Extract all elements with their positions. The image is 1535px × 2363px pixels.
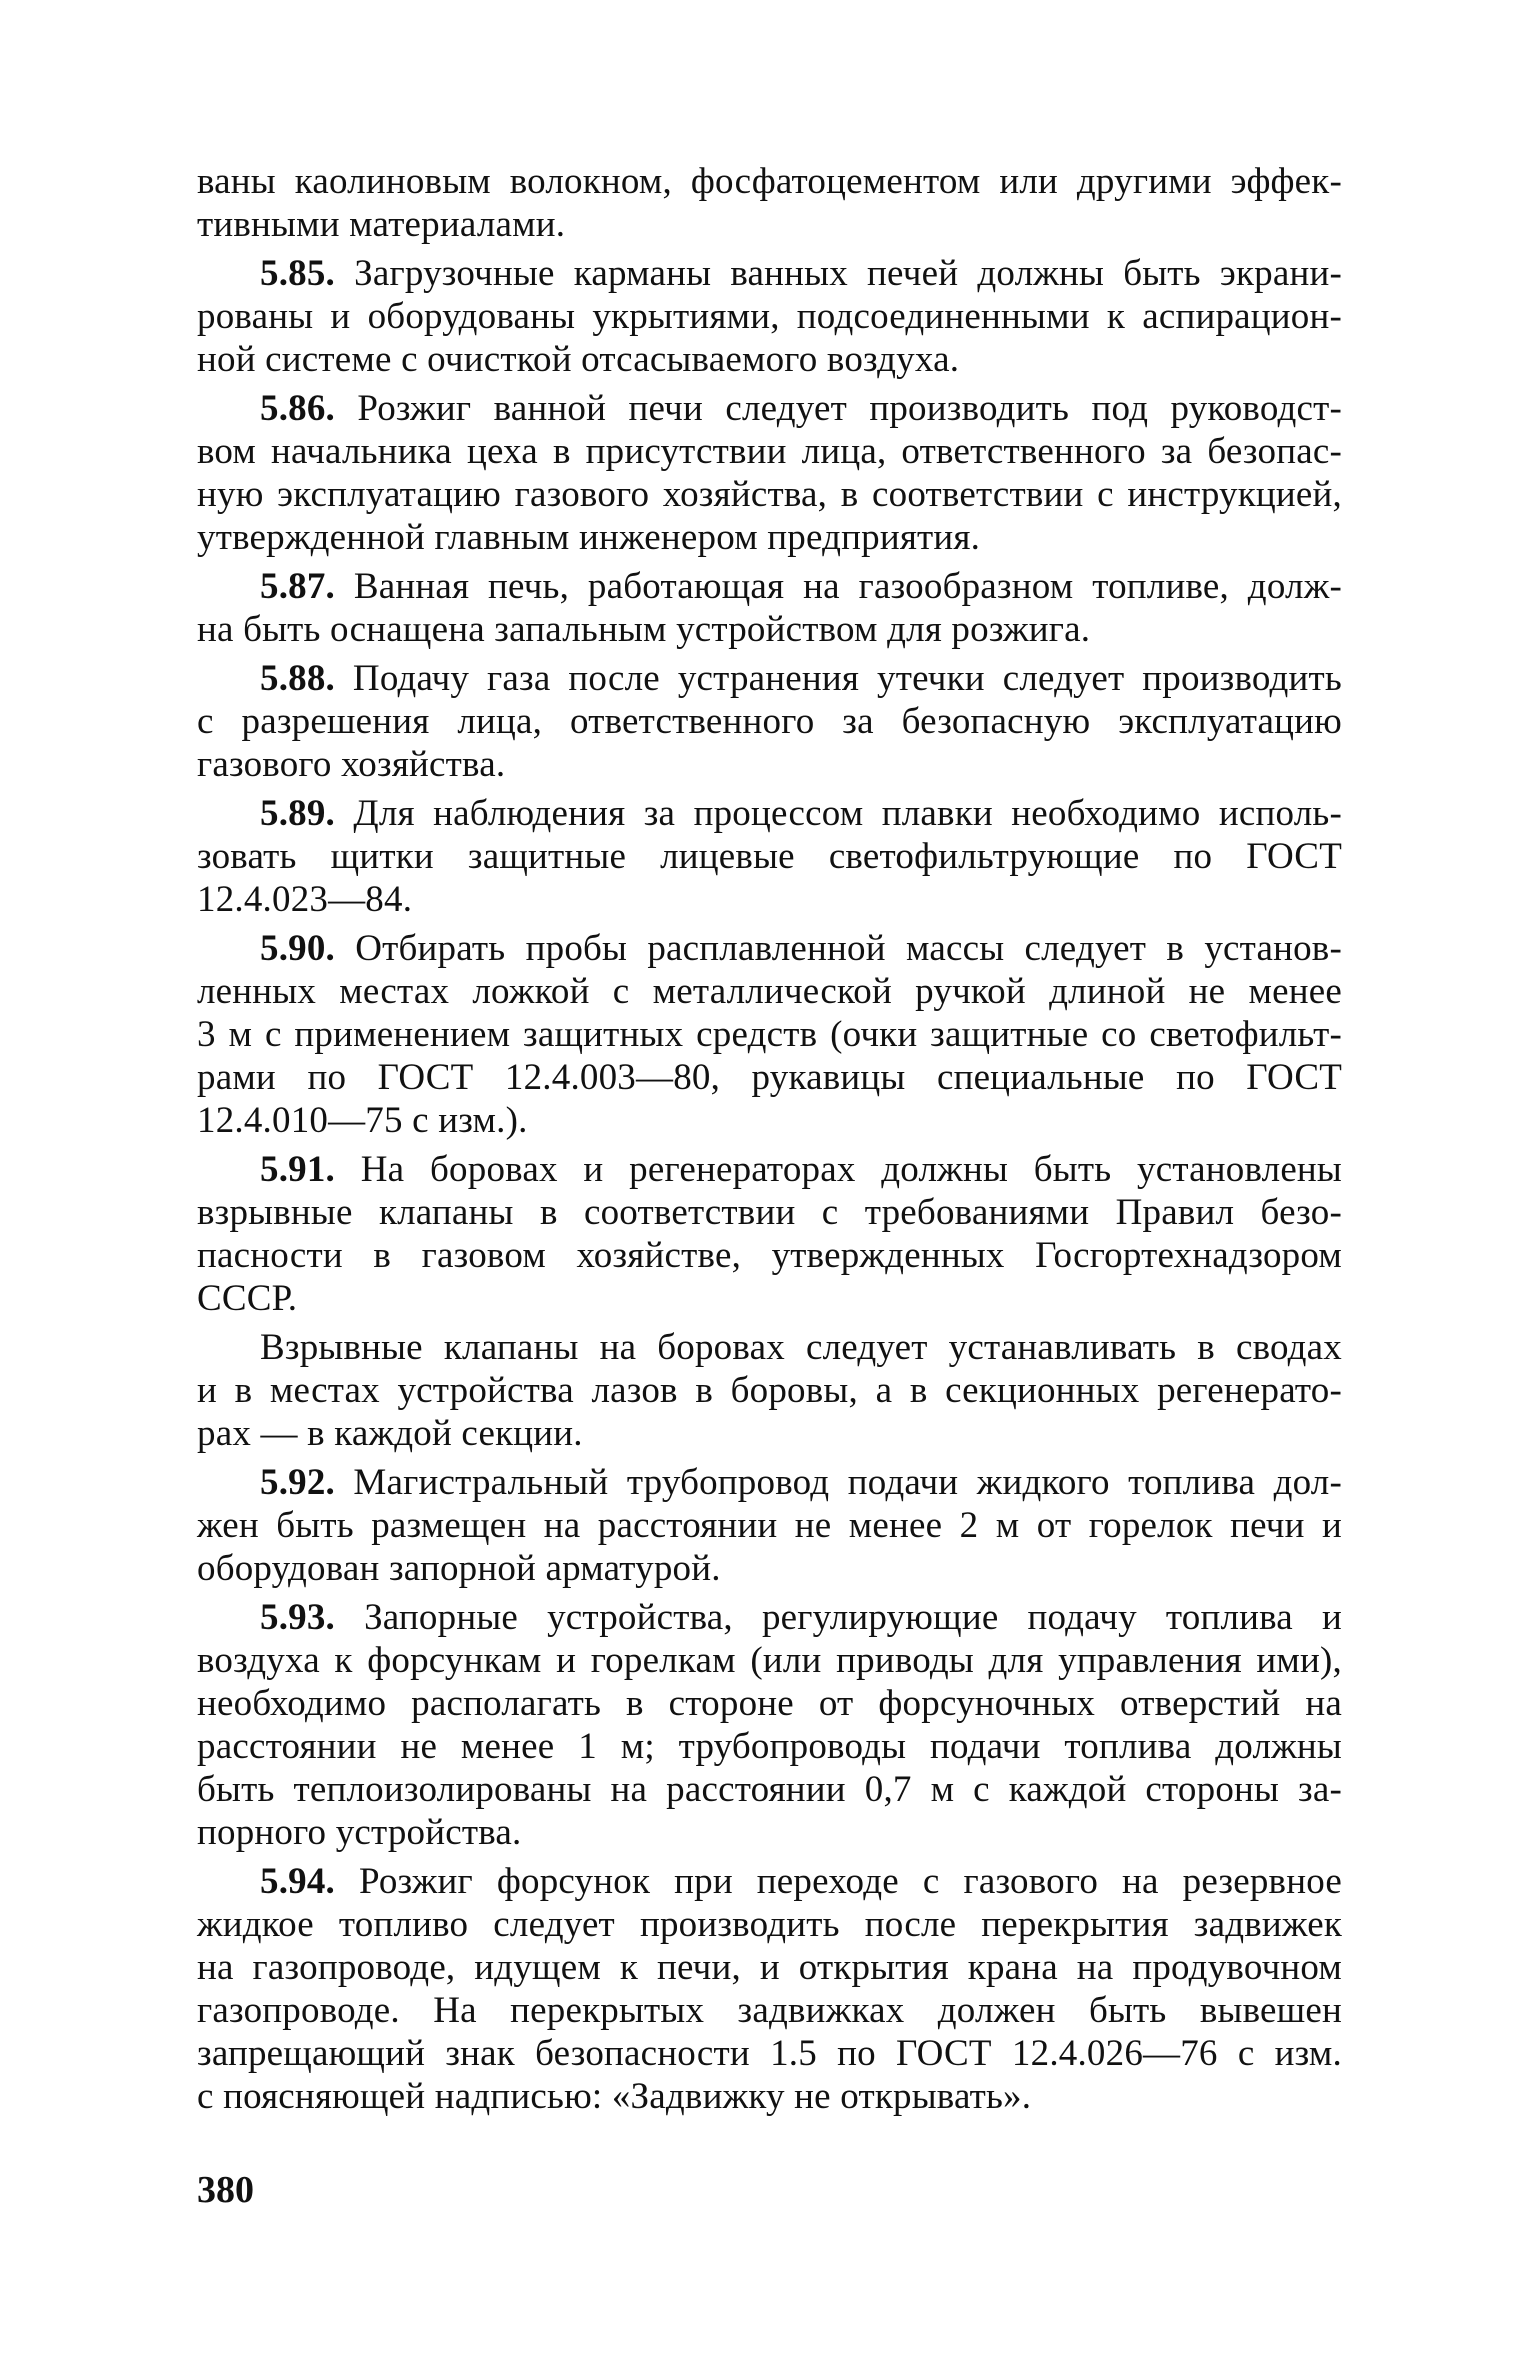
- line-text: пасности в газовом хозяйстве, утвержденных Госгортехнадзором: [197, 1235, 1342, 1276]
- line-text: вом начальника цеха в присутствии лица, ответственного за безопас-: [197, 431, 1342, 472]
- text-line: [197, 1639, 1342, 1682]
- line-text: утвержденной главным инженером предприятия.: [197, 517, 981, 558]
- document-body: [197, 160, 1342, 2124]
- text-line: [197, 835, 1342, 878]
- clause-5-92: [197, 1461, 1342, 1590]
- paragraph: [197, 160, 1342, 246]
- line-text: на газопроводе, идущем к печи, и открытия крана на продувочном: [197, 1947, 1342, 1988]
- line-text: Розжиг форсунок при переходе с газового на резервное: [335, 1861, 1342, 1902]
- line-text: на быть оснащена запальным устройством для розжига.: [197, 609, 1091, 650]
- text-line: [197, 1148, 1342, 1191]
- line-text: тивными материалами.: [197, 204, 566, 245]
- text-line: [197, 792, 1342, 835]
- text-line: [197, 1725, 1342, 1768]
- line-text: 12.4.023—84.: [197, 879, 413, 920]
- line-text: расстоянии не менее 1 м; трубопроводы подачи топлива должны: [197, 1726, 1342, 1767]
- line-text: и в местах устройства лазов в боровы, а в секционных регенерато-: [197, 1370, 1342, 1411]
- clause-number: 5.89.: [260, 793, 335, 834]
- text-line: [197, 1811, 1342, 1854]
- text-line: [197, 1191, 1342, 1234]
- text-line: [197, 1903, 1342, 1946]
- text-line: [197, 295, 1342, 338]
- line-text: Взрывные клапаны на боровах следует устанавливать в сводах: [260, 1327, 1342, 1368]
- clause-number: 5.92.: [260, 1462, 335, 1503]
- line-text: необходимо располагать в стороне от форсуночных отверстий на: [197, 1683, 1342, 1724]
- text-line: [197, 252, 1342, 295]
- line-text: СССР.: [197, 1278, 298, 1319]
- text-line: [197, 1596, 1342, 1639]
- text-line: [197, 1860, 1342, 1903]
- line-text: 3 м с применением защитных средств (очки защитные со светофильт-: [197, 1014, 1342, 1055]
- text-line: [197, 473, 1342, 516]
- line-text: порного устройства.: [197, 1812, 522, 1853]
- line-text: запрещающий знак безопасности 1.5 по ГОСТ 12.4.026—76 с изм.: [197, 2033, 1342, 2074]
- clause-number: 5.87.: [260, 566, 335, 607]
- clause-5-86: [197, 387, 1342, 559]
- line-text: Розжиг ванной печи следует производить под руководст-: [335, 388, 1342, 429]
- clause-number: 5.94.: [260, 1861, 335, 1902]
- text-line: [197, 1946, 1342, 1989]
- line-text: Запорные устройства, регулирующие подачу топлива и: [335, 1597, 1342, 1638]
- text-line: [197, 743, 1342, 786]
- text-line: [197, 1768, 1342, 1811]
- line-text: рованы и оборудованы укрытиями, подсоединенными к аспирацион-: [197, 296, 1342, 337]
- line-text: ваны каолиновым волокном, фосфатоцементом или другими эффек-: [197, 161, 1342, 202]
- text-line: [197, 516, 1342, 559]
- line-text: Подачу газа после устранения утечки следует производить: [335, 658, 1342, 699]
- line-text: с разрешения лица, ответственного за безопасную эксплуатацию: [197, 701, 1342, 742]
- line-text: Ванная печь, работающая на газообразном топливе, долж-: [335, 566, 1342, 607]
- clause-number: 5.88.: [260, 658, 335, 699]
- line-text: Загрузочные карманы ванных печей должны быть экрани-: [335, 253, 1342, 294]
- line-text: с поясняющей надписью: «Задвижку не открывать».: [197, 2076, 1032, 2117]
- clause-number: 5.91.: [260, 1149, 335, 1190]
- line-text: жидкое топливо следует производить после перекрытия задвижек: [197, 1904, 1342, 1945]
- text-line: [197, 2075, 1342, 2118]
- line-text: газопроводе. На перекрытых задвижках должен быть вывешен: [197, 1990, 1342, 2031]
- line-text: Магистральный трубопровод подачи жидкого топлива дол-: [335, 1462, 1342, 1503]
- text-line: [197, 1277, 1342, 1320]
- line-text: газового хозяйства.: [197, 744, 506, 785]
- clause-5-85: [197, 252, 1342, 381]
- clause-5-90: [197, 927, 1342, 1142]
- line-text: жен быть размещен на расстоянии не менее 2 м от горелок печи и: [197, 1505, 1342, 1546]
- line-text: взрывные клапаны в соответствии с требованиями Правил безо-: [197, 1192, 1342, 1233]
- text-line: [197, 565, 1342, 608]
- text-line: [197, 927, 1342, 970]
- text-line: [197, 430, 1342, 473]
- clause-5-94: [197, 1860, 1342, 2118]
- text-line: [197, 608, 1342, 651]
- line-text: оборудован запорной арматурой.: [197, 1548, 721, 1589]
- clause-5-89: [197, 792, 1342, 921]
- line-text: быть теплоизолированы на расстоянии 0,7 м с каждой стороны за-: [197, 1769, 1342, 1810]
- clause-5-87: [197, 565, 1342, 651]
- clause-number: 5.86.: [260, 388, 335, 429]
- line-text: зовать щитки защитные лицевые светофильтрующие по ГОСТ: [197, 836, 1342, 877]
- text-line: [197, 338, 1342, 381]
- text-line: [197, 1504, 1342, 1547]
- clause-number: 5.90.: [260, 928, 335, 969]
- text-line: [197, 657, 1342, 700]
- text-line: [197, 1369, 1342, 1412]
- line-text: Для наблюдения за процессом плавки необходимо исполь-: [335, 793, 1342, 834]
- line-text: ную эксплуатацию газового хозяйства, в соответствии с инструкцией,: [197, 474, 1342, 515]
- text-line: [197, 1013, 1342, 1056]
- text-line: [197, 1461, 1342, 1504]
- clause-number: 5.85.: [260, 253, 335, 294]
- text-line: [197, 1099, 1342, 1142]
- page-number: 380: [197, 2169, 254, 2211]
- text-line: [197, 1547, 1342, 1590]
- text-line: [197, 1326, 1342, 1369]
- clause-5-91: [197, 1148, 1342, 1320]
- text-line: [197, 878, 1342, 921]
- text-line: [197, 1234, 1342, 1277]
- text-line: [197, 970, 1342, 1013]
- text-line: [197, 160, 1342, 203]
- text-line: [197, 700, 1342, 743]
- line-text: рами по ГОСТ 12.4.003—80, рукавицы специальные по ГОСТ: [197, 1057, 1342, 1098]
- clause-5-93: [197, 1596, 1342, 1854]
- line-text: На боровах и регенераторах должны быть установлены: [335, 1149, 1342, 1190]
- line-text: воздуха к форсункам и горелкам (или приводы для управления ими),: [197, 1640, 1342, 1681]
- text-line: [197, 203, 1342, 246]
- line-text: ной системе с очисткой отсасываемого воздуха.: [197, 339, 960, 380]
- line-text: Отбирать пробы расплавленной массы следует в установ-: [335, 928, 1342, 969]
- text-line: [197, 387, 1342, 430]
- text-line: [197, 1989, 1342, 2032]
- line-text: ленных местах ложкой с металлической ручкой длиной не менее: [197, 971, 1342, 1012]
- clause-number: 5.93.: [260, 1597, 335, 1638]
- text-line: [197, 2032, 1342, 2075]
- line-text: рах — в каждой секции.: [197, 1413, 583, 1454]
- text-line: [197, 1682, 1342, 1725]
- line-text: 12.4.010—75 с изм.).: [197, 1100, 528, 1141]
- clause-5-88: [197, 657, 1342, 786]
- text-line: [197, 1056, 1342, 1099]
- paragraph: [197, 1326, 1342, 1455]
- text-line: [197, 1412, 1342, 1455]
